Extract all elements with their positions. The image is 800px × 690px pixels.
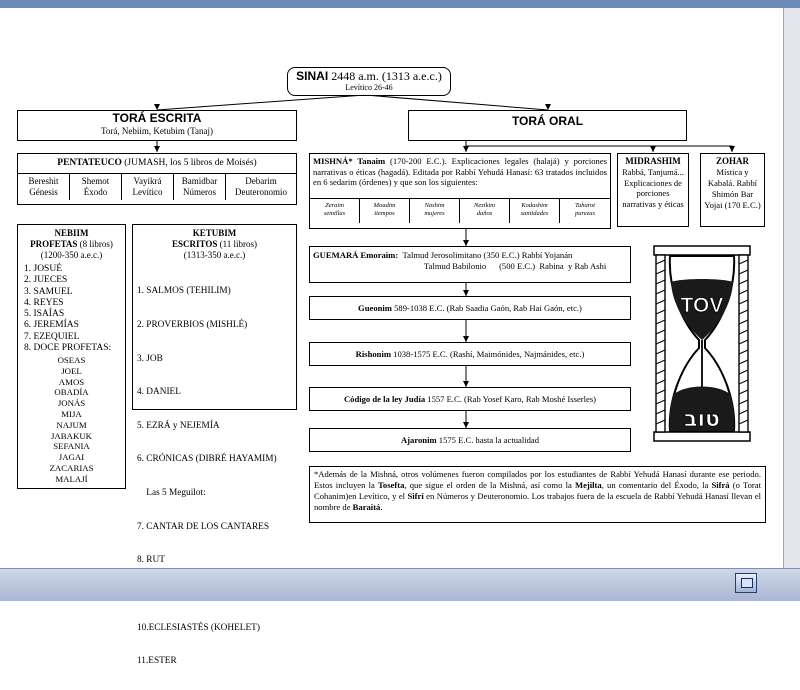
slide-show-button[interactable] [735, 573, 757, 593]
book-hebrew-name: Bereshit [28, 176, 59, 186]
footnote-text: , que sigue el orden de la Mishná, así como la [404, 480, 575, 490]
list-item: JAGAI [58, 452, 85, 463]
book-cell [70, 174, 122, 200]
tora-escrita-box [17, 110, 297, 141]
list-item: Las 5 Meguilot: [137, 488, 206, 499]
sinai-reference: Levítico 26-46 [345, 83, 393, 92]
list-item: OSEAS [57, 355, 86, 365]
footnote-text: (o Torat Cohanim)en Levítico, y el [314, 480, 761, 501]
book-spanish-name: Levítico [132, 187, 163, 197]
book-cell [174, 174, 226, 200]
book-hebrew-name: Shemot [81, 176, 110, 186]
ketubim-list [137, 264, 277, 690]
list-item: 7. CANTAR DE LOS CANTARES [137, 521, 270, 532]
sinai-box [287, 67, 451, 96]
order-spanish-name: tiempos [374, 210, 395, 217]
order-cell [410, 199, 460, 223]
codigo-box [309, 387, 631, 411]
link-sinai-escrita [157, 95, 365, 110]
hourglass-bottom-word: טוב [684, 407, 720, 432]
list-item: 2. PROVERBIOS (MISHLÉ) [137, 320, 248, 331]
order-hebrew-name: Taharot [574, 202, 596, 209]
nebiim-subtitle: PROFETAS [30, 239, 78, 249]
list-item: 6. JEREMÍAS [24, 320, 79, 331]
order-spanish-name: daños [476, 210, 493, 217]
midrashim-description: Rabbá, Tanjumá... Explicaciones de porciones narrativas y éticas [622, 167, 684, 209]
bottom-toolbar [0, 568, 800, 601]
arrowhead [729, 146, 735, 152]
list-item: 3. JOB [137, 353, 163, 364]
ketubim-count: (11 libros) [217, 239, 258, 249]
list-item: JONÁS [57, 398, 86, 409]
order-cell [460, 199, 510, 223]
pentateuco-box [17, 153, 297, 205]
book-hebrew-name: Debarim [245, 176, 277, 186]
tora-escrita-title: TORÁ ESCRITA [112, 111, 202, 125]
list-item: ZACARIAS [49, 462, 94, 473]
ajaronim-title: Ajaronim [400, 435, 437, 445]
footnote-text: , un comentario del Éxodo, la [601, 480, 712, 490]
list-item: 1. JOSUÉ [24, 264, 63, 274]
list-item: 5. EZRÁ y NEJEMÍA [137, 420, 220, 431]
footnote-text: en Números y Deuteronomio. Los trabajos fuera de la escuela de Rabbí Yehudá Hanasí llevan el nombre de [314, 491, 762, 512]
list-item: 4. REYES [24, 297, 64, 308]
book-hebrew-name: Vayikrá [133, 176, 162, 186]
pentateuco-title: PENTATEUCO [57, 158, 122, 168]
list-item: 11.ESTER [137, 656, 177, 667]
list-item: 4. DANIEL [137, 387, 181, 398]
arrowhead [154, 146, 160, 152]
ketubim-dates: (1313-350 a.e.c.) [183, 250, 246, 260]
footnote-term: Baraitá [352, 502, 381, 512]
ajaronim-box [309, 428, 631, 452]
order-hebrew-name: Zeraim [325, 202, 344, 209]
ketubim-title: KETUBIM [192, 228, 237, 238]
rishonim-description: 1038-1575 E.C. (Rashí, Maimónides, Najmánides, etc.) [391, 349, 585, 359]
book-hebrew-name: Bamidbar [181, 176, 218, 186]
list-item: 5. ISAÍAS [24, 309, 65, 320]
order-hebrew-name: Moadim [373, 202, 396, 209]
guemara-line-2: Talmud Babilonio (500 E.C.) Rabina y Rab Ashi [424, 261, 607, 271]
list-item: JOEL [61, 365, 82, 376]
order-cell [310, 199, 360, 223]
window-frame-top [0, 0, 800, 8]
nebiim-dates: (1200-350 a.e.c.) [40, 250, 103, 260]
book-spanish-name: Éxodo [83, 187, 108, 197]
book-spanish-name: Deuteronomio [235, 187, 287, 197]
pentateuco-subtitle: (JUMASH, los 5 libros de Moisés) [121, 158, 257, 168]
footnote-box [309, 466, 766, 523]
gueonim-title: Gueonim [358, 303, 392, 313]
mishna-title: MISHNÁ* Tanaim [313, 156, 386, 166]
list-item: 10.ECLESIASTÉS (KOHELET) [137, 622, 260, 633]
list-item: 1. SALMOS (TEHILIM) [137, 286, 231, 297]
order-hebrew-name: Nezikim [474, 202, 495, 209]
ketubim-box [132, 224, 297, 667]
mishna-orders [310, 198, 610, 229]
footnote-text: *Además de la Mishná, otros volúmenes fueron compilados por los estudiantes de Rabbí Yehudá Hanasí durante ese periodo. Estos incluyen la [314, 469, 761, 490]
nebiim-count: (8 libros) [77, 239, 113, 249]
list-item: 8. RUT [137, 555, 165, 566]
gueonim-description: 589-1038 E.C. (Rab Saadia Gaón, Rab Hai Gaón, etc.) [391, 303, 582, 313]
zohar-title: ZOHAR [715, 156, 749, 166]
list-item: 7. EZEQUIEL [24, 331, 80, 342]
order-spanish-name: mujeres [424, 210, 445, 217]
footnote-term: Mejilta [574, 480, 602, 490]
hourglass-top-word: TOV [680, 294, 724, 317]
midrashim-title: MIDRASHIM [625, 156, 681, 166]
sinai-title: SINAI [296, 69, 329, 83]
guemara-title: GUEMARÁ Emoraim: [313, 250, 399, 260]
order-spanish-name: semillas [323, 210, 346, 217]
zohar-description: Mística y Kabalá. Rabbí Shimón Bar Yojai (170 E.C.) [704, 167, 761, 210]
rishonim-box [309, 342, 631, 366]
arrowhead [463, 146, 469, 152]
codigo-title: Código de la ley Judía [343, 394, 426, 404]
footnote-text: . [380, 502, 383, 512]
order-cell [560, 199, 610, 223]
tora-oral-title: TORÁ ORAL [511, 114, 584, 128]
footnote-term: Sifrá [711, 480, 730, 490]
vertical-scrollbar[interactable] [783, 8, 800, 568]
zohar-box [700, 153, 765, 227]
book-cell [122, 174, 174, 200]
mishna-box [309, 153, 611, 229]
order-hebrew-name: Nashim [424, 202, 445, 209]
link-oral-zohar [466, 146, 732, 152]
hourglass-illustration [652, 244, 752, 444]
list-item: SEFANIA [53, 441, 90, 452]
list-item: NAJUM [56, 419, 87, 430]
ajaronim-description: 1575 E.C. hasta la actualidad [436, 435, 540, 445]
nebiim-list [24, 264, 111, 354]
book-spanish-name: Génesis [29, 187, 58, 197]
order-hebrew-name: Kodashim [521, 202, 548, 209]
order-cell [360, 199, 410, 223]
order-spanish-name: santidades [520, 210, 549, 217]
link-oral-midrashim [466, 140, 653, 152]
list-item: MALAJÍ [55, 473, 88, 484]
book-cell [18, 174, 70, 200]
nebiim-box [17, 224, 126, 489]
link-sinai-oral [365, 95, 548, 110]
book-cell [226, 174, 296, 200]
footnote-term: Tosefta [377, 480, 405, 490]
arrowhead [650, 146, 656, 152]
mishna-description: (170-200 E.C.). Explicaciones legales (halajá) y porciones narrativas o éticas (hagadá). Editada por Rabbí Yehudá Hanasí: 63 tratados incluidos en 6 sedarim (órdenes) y que son los siguientes: [313, 156, 608, 187]
list-item: OBADÍA [54, 387, 89, 398]
list-item: 6. CRÓNICAS (DIBRÉ HAYAMIM) [137, 454, 277, 465]
order-spanish-name: purezas [575, 210, 595, 217]
footnote-term: Sifrí [407, 491, 424, 501]
list-item: 8. DOCE PROFETAS: [24, 343, 112, 354]
list-item: AMOS [58, 376, 85, 387]
book-spanish-name: Números [183, 187, 216, 197]
rishonim-title: Rishonim [355, 349, 391, 359]
doce-profetas-list [18, 355, 125, 485]
ketubim-subtitle: ESCRITOS [171, 239, 218, 249]
midrashim-box [617, 153, 689, 227]
list-item: JABAKUK [50, 430, 93, 441]
list-item: 2. JUECES [24, 275, 68, 286]
guemara-box [309, 246, 631, 283]
list-item: 3. SAMUEL [24, 286, 73, 297]
guemara-line-1: Talmud Jerosolimitano (350 E.C.) Rabbí Yojanán [402, 250, 573, 260]
order-cell [510, 199, 560, 223]
sinai-date: 2448 a.m. (1313 a.e.c.) [328, 69, 442, 83]
gueonim-box [309, 296, 631, 320]
tora-escrita-subtitle: Torá, Nebiim, Ketubim (Tanaj) [101, 126, 213, 136]
codigo-description: 1557 E.C. (Rab Yosef Karo, Rab Moshé Isserles) [425, 394, 597, 404]
list-item: MIJA [61, 408, 82, 419]
tora-oral-box [408, 110, 687, 141]
nebiim-title: NEBIIM [54, 228, 89, 238]
